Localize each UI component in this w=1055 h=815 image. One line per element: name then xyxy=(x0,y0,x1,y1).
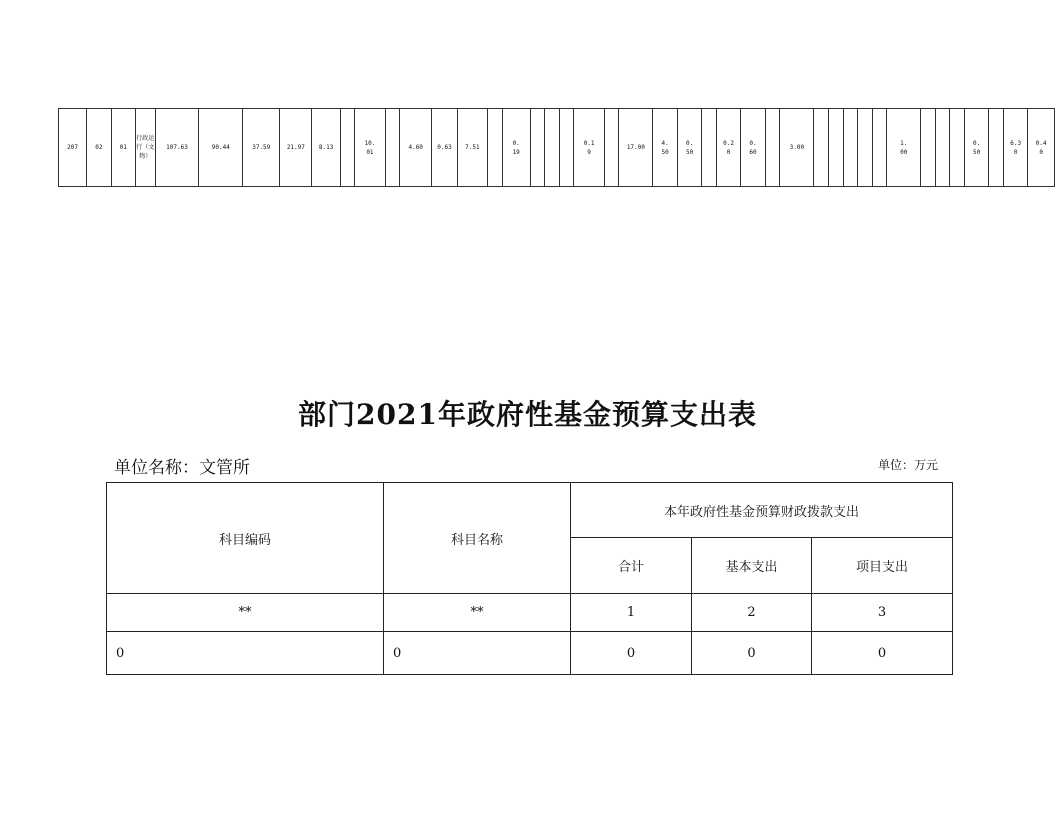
table-cell xyxy=(559,109,574,187)
previous-page-table-fragment xyxy=(58,108,1055,187)
table-cell: 0. 60 xyxy=(741,109,765,187)
table-cell xyxy=(872,109,887,187)
header-total: 合计 xyxy=(571,538,692,594)
table-cell: 10. 01 xyxy=(355,109,385,187)
table-cell: 0. 50 xyxy=(677,109,701,187)
table-cell: 4.60 xyxy=(400,109,432,187)
table-cell: 0 xyxy=(812,632,953,675)
table-cell: 01 xyxy=(111,109,135,187)
table-cell: 0. 19 xyxy=(502,109,530,187)
table-cell xyxy=(843,109,858,187)
table-cell: 02 xyxy=(87,109,111,187)
page-title: 部门2021年政府性基金预算支出表 xyxy=(298,398,757,431)
header-subject-name: 科目名称 xyxy=(384,483,571,594)
table-cell xyxy=(935,109,950,187)
table-cell xyxy=(765,109,780,187)
table-row xyxy=(59,109,1055,187)
table-cell: 90.44 xyxy=(199,109,243,187)
table-cell: 3 xyxy=(812,594,953,632)
table-cell: 37.59 xyxy=(243,109,280,187)
header-group: 本年政府性基金预算财政拨款支出 xyxy=(571,483,953,538)
table-cell xyxy=(989,109,1004,187)
table-cell: 0.2 0 xyxy=(716,109,740,187)
table-cell: 0.4 0 xyxy=(1028,109,1055,187)
table-cell xyxy=(828,109,843,187)
data-row xyxy=(107,632,953,675)
table-cell: 0 xyxy=(107,632,384,675)
table-cell: 行政运行（文物） xyxy=(135,109,155,187)
header-project: 项目支出 xyxy=(812,538,953,594)
table-cell: 0.1 9 xyxy=(574,109,604,187)
table-cell xyxy=(385,109,400,187)
table-cell xyxy=(530,109,545,187)
table-cell: 1 xyxy=(571,594,692,632)
table-cell xyxy=(950,109,965,187)
table-cell: 207 xyxy=(59,109,87,187)
table-cell: 6.3 0 xyxy=(1003,109,1027,187)
table-cell xyxy=(814,109,829,187)
table-cell: 0. 50 xyxy=(964,109,988,187)
table-cell: 7.51 xyxy=(457,109,487,187)
table-cell: ** xyxy=(107,594,384,632)
header-subject-code: 科目编码 xyxy=(107,483,384,594)
unit-name-label: 单位名称：文管所 xyxy=(114,458,250,478)
table-cell: 8.13 xyxy=(312,109,340,187)
table-cell: 21.97 xyxy=(280,109,312,187)
header-row xyxy=(107,483,953,538)
table-cell xyxy=(702,109,717,187)
table-cell xyxy=(340,109,355,187)
table-cell: 0 xyxy=(571,632,692,675)
table-cell: 1. 00 xyxy=(887,109,921,187)
table-cell xyxy=(604,109,619,187)
table-cell: 4. 50 xyxy=(653,109,677,187)
header-basic: 基本支出 xyxy=(692,538,812,594)
table-cell: 0 xyxy=(692,632,812,675)
currency-unit-label: 单位：万元 xyxy=(878,458,939,472)
table-cell xyxy=(921,109,936,187)
table-cell: ** xyxy=(384,594,571,632)
table-cell xyxy=(858,109,873,187)
table-cell xyxy=(487,109,502,187)
table-cell: 3.00 xyxy=(780,109,814,187)
table-cell: 0 xyxy=(384,632,571,675)
table-cell: 107.63 xyxy=(155,109,199,187)
index-row xyxy=(107,594,953,632)
table-cell: 17.00 xyxy=(619,109,653,187)
table-cell: 0.63 xyxy=(432,109,457,187)
expenditure-table xyxy=(106,482,953,675)
table-cell xyxy=(545,109,560,187)
table-cell: 2 xyxy=(692,594,812,632)
